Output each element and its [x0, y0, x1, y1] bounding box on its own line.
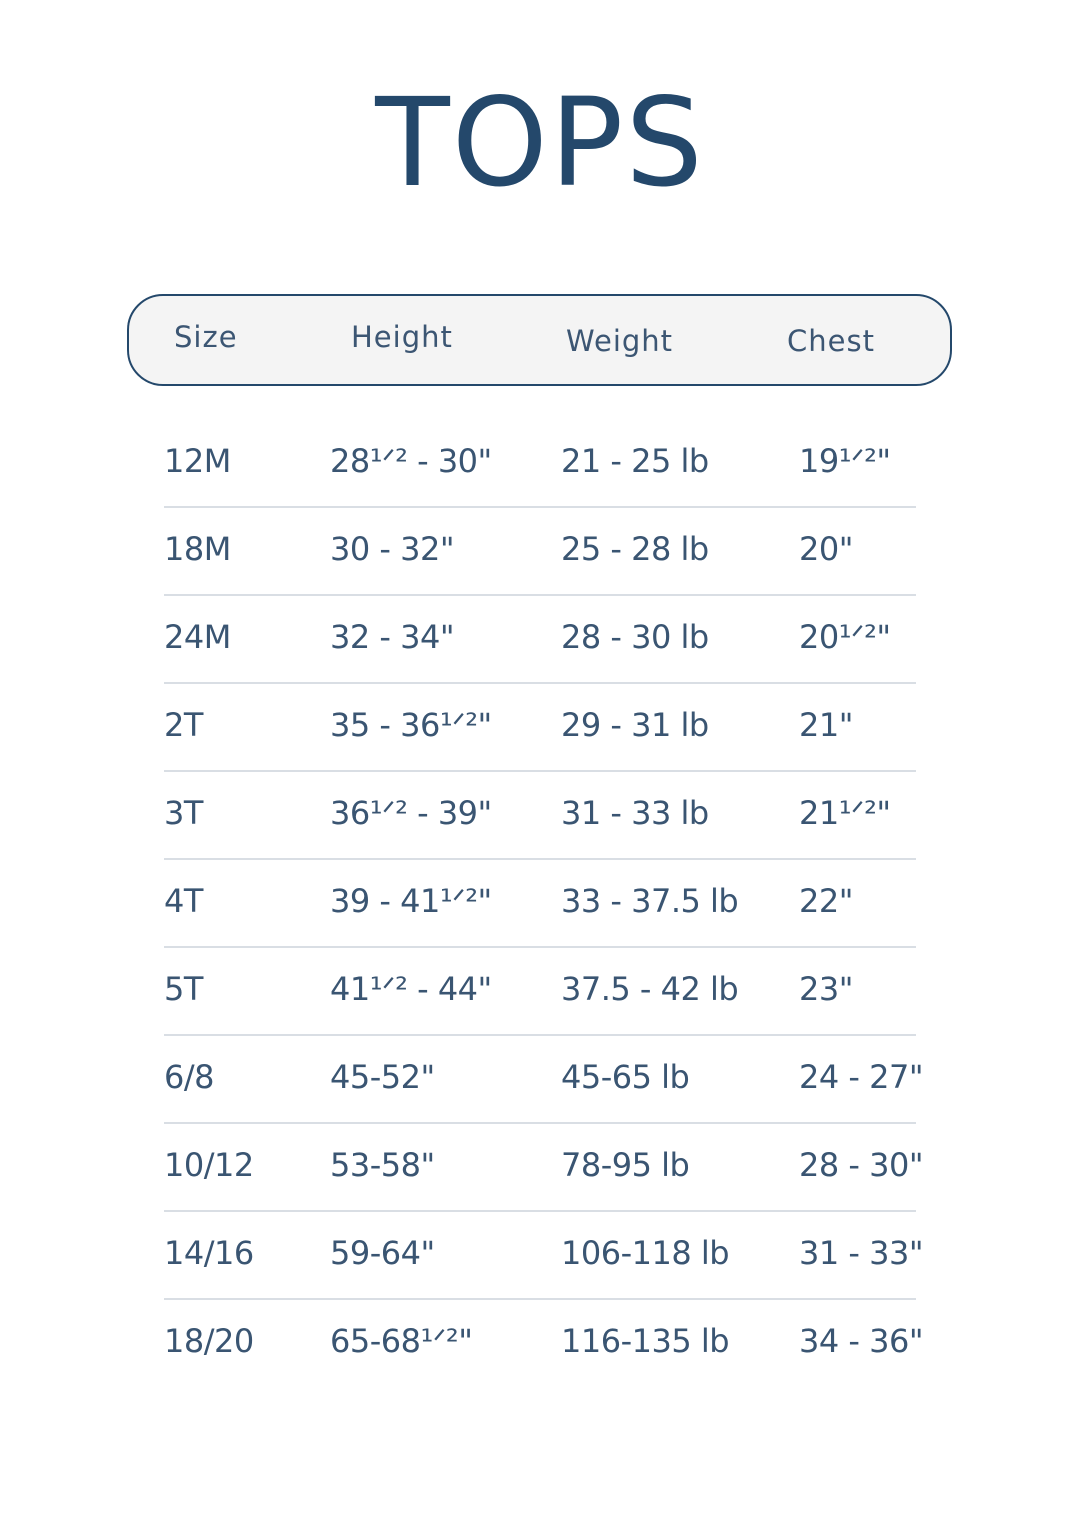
table-row — [164, 1124, 924, 1212]
cell-weight: 29 - 31 lb — [561, 706, 709, 744]
cell-chest: 31 - 33" — [799, 1234, 924, 1272]
cell-chest: 19¹ᐟ²" — [799, 442, 891, 480]
cell-chest: 22" — [799, 882, 853, 920]
cell-height: 35 - 36¹ᐟ²" — [330, 706, 492, 744]
table-row — [164, 420, 916, 508]
cell-size: 18M — [164, 530, 231, 568]
cell-height: 41¹ᐟ² - 44" — [330, 970, 492, 1008]
header-weight: Weight — [566, 324, 674, 358]
cell-weight: 33 - 37.5 lb — [561, 882, 739, 920]
cell-height: 30 - 32" — [330, 530, 455, 568]
table-row — [164, 684, 916, 772]
cell-height: 53-58" — [330, 1146, 435, 1184]
cell-size: 4T — [164, 882, 203, 920]
page-title: TOPS — [375, 72, 705, 214]
table-row — [164, 1036, 924, 1124]
cell-chest: 20" — [799, 530, 853, 568]
table-row — [164, 948, 916, 1036]
cell-weight: 25 - 28 lb — [561, 530, 709, 568]
cell-chest: 24 - 27" — [799, 1058, 924, 1096]
cell-weight: 31 - 33 lb — [561, 794, 709, 832]
cell-size: 5T — [164, 970, 203, 1008]
cell-height: 65-68¹ᐟ²" — [330, 1322, 473, 1360]
cell-size: 12M — [164, 442, 231, 480]
table-row — [164, 772, 916, 860]
size-table — [164, 420, 924, 1386]
cell-height: 32 - 34" — [330, 618, 455, 656]
cell-chest: 28 - 30" — [799, 1146, 924, 1184]
cell-chest: 21" — [799, 706, 853, 744]
table-row — [164, 860, 916, 948]
cell-chest: 34 - 36" — [799, 1322, 924, 1360]
cell-weight: 106-118 lb — [561, 1234, 730, 1272]
cell-size: 14/16 — [164, 1234, 254, 1272]
cell-height: 45-52" — [330, 1058, 435, 1096]
cell-size: 6/8 — [164, 1058, 214, 1096]
cell-size: 24M — [164, 618, 231, 656]
cell-chest: 23" — [799, 970, 853, 1008]
cell-weight: 78-95 lb — [561, 1146, 690, 1184]
cell-chest: 21¹ᐟ²" — [799, 794, 891, 832]
cell-size: 10/12 — [164, 1146, 254, 1184]
table-row — [164, 1300, 924, 1386]
cell-chest: 20¹ᐟ²" — [799, 618, 891, 656]
cell-size: 2T — [164, 706, 203, 744]
header-chest: Chest — [787, 324, 875, 358]
cell-weight: 21 - 25 lb — [561, 442, 709, 480]
cell-size: 3T — [164, 794, 203, 832]
cell-weight: 116-135 lb — [561, 1322, 730, 1360]
cell-weight: 45-65 lb — [561, 1058, 690, 1096]
table-row — [164, 596, 916, 684]
table-header — [127, 294, 952, 386]
cell-size: 18/20 — [164, 1322, 254, 1360]
header-size: Size — [174, 320, 238, 354]
table-row — [164, 1212, 924, 1300]
cell-height: 59-64" — [330, 1234, 435, 1272]
cell-weight: 37.5 - 42 lb — [561, 970, 739, 1008]
cell-height: 39 - 41¹ᐟ²" — [330, 882, 492, 920]
header-height: Height — [351, 320, 453, 354]
cell-weight: 28 - 30 lb — [561, 618, 709, 656]
table-row — [164, 508, 916, 596]
cell-height: 28¹ᐟ² - 30" — [330, 442, 492, 480]
cell-height: 36¹ᐟ² - 39" — [330, 794, 492, 832]
